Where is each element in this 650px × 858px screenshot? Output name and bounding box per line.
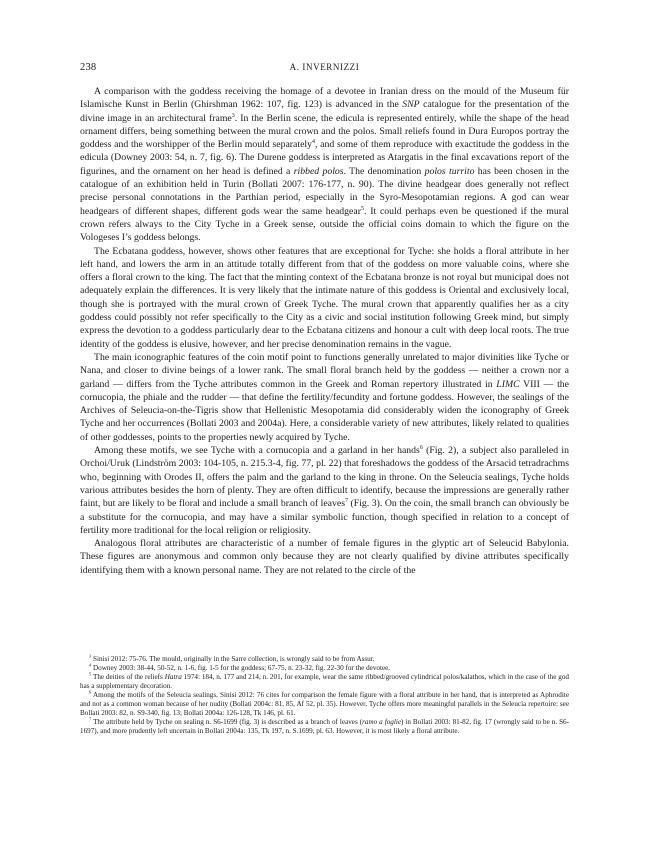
footnote-ref: 7 <box>345 497 349 504</box>
body-text <box>80 85 569 577</box>
italic-text: polos turrito <box>424 165 475 177</box>
text-run: The main iconographic features of the coin motif point to functions generally unrelated to major divinities like Tyche or Nana, and closer to divine beings of a lower rank. The small floral branch held by the goddess — neither a crown nor a garland — differs from the Tyche attributes common in the Greek and Roman repertory illustrated in <box>80 351 569 390</box>
footnote-ref: 7 <box>89 716 92 722</box>
footnote-ref: 6 <box>89 689 92 695</box>
page-header <box>80 62 569 76</box>
paragraph <box>80 537 569 577</box>
paragraph <box>80 444 569 537</box>
footnote-ref: 4 <box>89 662 92 668</box>
text-run: . The denomination <box>343 165 425 177</box>
italic-text: ribbed polos <box>293 165 344 177</box>
italic-text: SNP <box>402 99 420 111</box>
paragraph <box>80 245 569 351</box>
text-run: (Fig. 3). On the coin, the small branch can obviously be a substitute for the cornucopia, and may have a similar symbolic function, though specified in relation to a concept of fertility more traditional for the local religion or religiosity. <box>80 498 569 536</box>
text-run: 1974: 184, n. 177 and 214, n. 201, for example, wear the same ribbed/grooved cylindrical polos/kalathos, which in the case of the god has a supplementary decoration. <box>80 673 569 690</box>
text-run: The Ecbatana goddess, however, shows other features that are exceptional for Tyche: she holds a floral attribute in her left hand, and lowers the arm in an attitude totally different from that of the goddess on more valuable coins, where she offers a floral crown to the king. The fact that the minting context of the Ecbatana bronze is not royal but municipal does not adequately explain the differences. It is very likely that the intimate nature of this goddess is Oriental and exclusively local, though she is portrayed with the mural crown of Greek Tyche. The mural crown that apparently qualifies her as a city goddess could possibly not refer specifically to the City as a civic and social institution following Greek mind, but simply express the devotion to a goddess particularly dear to the Ecbatana citizens and honour a cult with deep local roots. The true identity of the goddess is elusive, however, and her precise denomination remains in the vague. <box>80 245 569 350</box>
footnote-ref: 6 <box>419 444 423 451</box>
footnote <box>80 655 569 664</box>
text-run: Downey 2003: 38-44, 50-52, n. 1-6, fig. 1-5 for the goddess; 67-75, n. 23-32, fig. 22-30 for the devotee. <box>91 664 391 672</box>
text-run: The attribute held by Tyche on sealing n. S6-1699 (fig. 3) is described as a branch of leaves ( <box>91 718 363 726</box>
text-run: Sinisi 2012: 75-76. The mould, originally in the Sarre collection, is wrongly said to be from Assur. <box>91 655 375 663</box>
text-run: ) in Bollati 2003: 81-82, fig. 17 (wrongly said to be n. S6-1697), and more prudently left uncertain in Bollati 2004a: 135, Tk 197, n. S.1699, pl. 63. However, it is most likely a floral attribute. <box>80 718 570 735</box>
text-run: Among these motifs, we see Tyche with a cornucopia and a garland in her hands <box>94 445 420 457</box>
page-number: 238 <box>80 62 97 73</box>
footnote-ref: 5 <box>89 671 92 677</box>
footnote-ref: 3 <box>231 112 235 119</box>
italic-text: LIMC <box>496 378 520 390</box>
footnote-ref: 3 <box>89 653 92 659</box>
text-run: Among the motifs of the Seleucia sealings, Sinisi 2012: 76 cites for comparison the female figure with a floral attribute in her hand, that is interpreted as Aphrodite and not as a common woman because of her nudity (Bollati 2004c: 81, 85, Af 52, pl. 35). However, Tyche offers more meaningful parallels in the Seleucia repertoire: see Bollati 2003: 82, n. S9-340, fig. 13; Bollati 2004a: 126-128, Tk 146, pl. 61. <box>80 691 569 717</box>
text-run: VIII — the cornucopia, the phiale and the rudder — that define the fertility/fecundity and fortune goddess. However, the sealings of the Archives of Seleucia-on-the-Tigris show that Hellenistic Mesopotamia did considerably widen the iconography of Greek Tyche and her occurrences (Bollati 2003 and 2004a). Here, a considerable variety of new attributes, likely related to qualities of other goddesses, points to the properties newly acquired by Tyche. <box>80 378 569 443</box>
text-run: . It could perhaps even be questioned if the mural crown refers always to the City Tyche in a Greek sense, outside the official coins domain to which the figure on the Vologeses I’s goddess belongs. <box>80 205 569 244</box>
footnote <box>80 664 569 673</box>
text-run: Analogous floral attributes are characteristic of a number of female figures in the glyptic art of Seleucid Babylonia. These figures are anonymous and common only because they are not clearly qualified by divine attributes specifically identifying them with a known personal name. They are not related to the circle of the <box>80 538 569 576</box>
paragraph <box>80 351 569 444</box>
footnote <box>80 673 569 691</box>
paragraph <box>80 85 569 245</box>
text-run: . In the Berlin scene, the edicula is represented entirely, while the shape of the head ornament differs, being something between the mural crown and the polos. Small reliefs found in Dura Europos portray the goddess and the worshipper of the Berlin mould separately <box>80 112 569 151</box>
text-run: The deities of the reliefs <box>91 673 165 681</box>
text-run: , and some of them reproduce with exactitude the goddess in the edicula (Downey 2003: 54, n. 7, fig. 6). The Durene goddess is interpreted as Atargatis in the final excavations report of the figurines, and the ornament on her head is defined a <box>80 139 569 177</box>
footnote <box>80 718 569 736</box>
footnote-ref: 5 <box>360 205 364 212</box>
footnote-ref: 4 <box>311 138 315 145</box>
text-run: has been chosen in the catalogue of an exhibition held in Turin (Bollati 2007: 176-177, n. 90). The divine headgear does generally not reflect precise personal connotations in the Parthian period, especially in the Syro-Mesopotamian regions. A god can wear headgears of different shapes, different gods wear the same headgear <box>80 165 569 217</box>
footnotes <box>80 655 569 736</box>
footnote <box>80 691 569 718</box>
text-run: (Fig. 2), a subject also paralleled in Orchoi/Uruk (Lindström 2003: 104-105, n. 215.3-4, fig. 77, pl. 22) that foreshadows the goddess of the Arsacid tetradrachms who, beginning with Orodes II, offers the palm and the garland to the king in throne. On the Seleucia sealings, Tyche holds various attributes besides the horn of plenty. They are often difficult to identify, because the impressions are generally rather faint, but are likely to be floral and include a small branch of leaves <box>80 445 569 510</box>
italic-text: Hatra <box>164 673 182 681</box>
italic-text: ramo a foglie <box>362 718 402 726</box>
text-run: A comparison with the goddess receiving the homage of a devotee in Iranian dress on the mould of the Museum für Islamische Kunst in Berlin (Ghirshman 1962: 107, fig. 123) is advanced in the <box>80 86 569 111</box>
running-head: A. INVERNIZZI <box>289 62 360 72</box>
text-run: catalogue for the presentation of the divine image in an architectural frame <box>80 99 569 124</box>
